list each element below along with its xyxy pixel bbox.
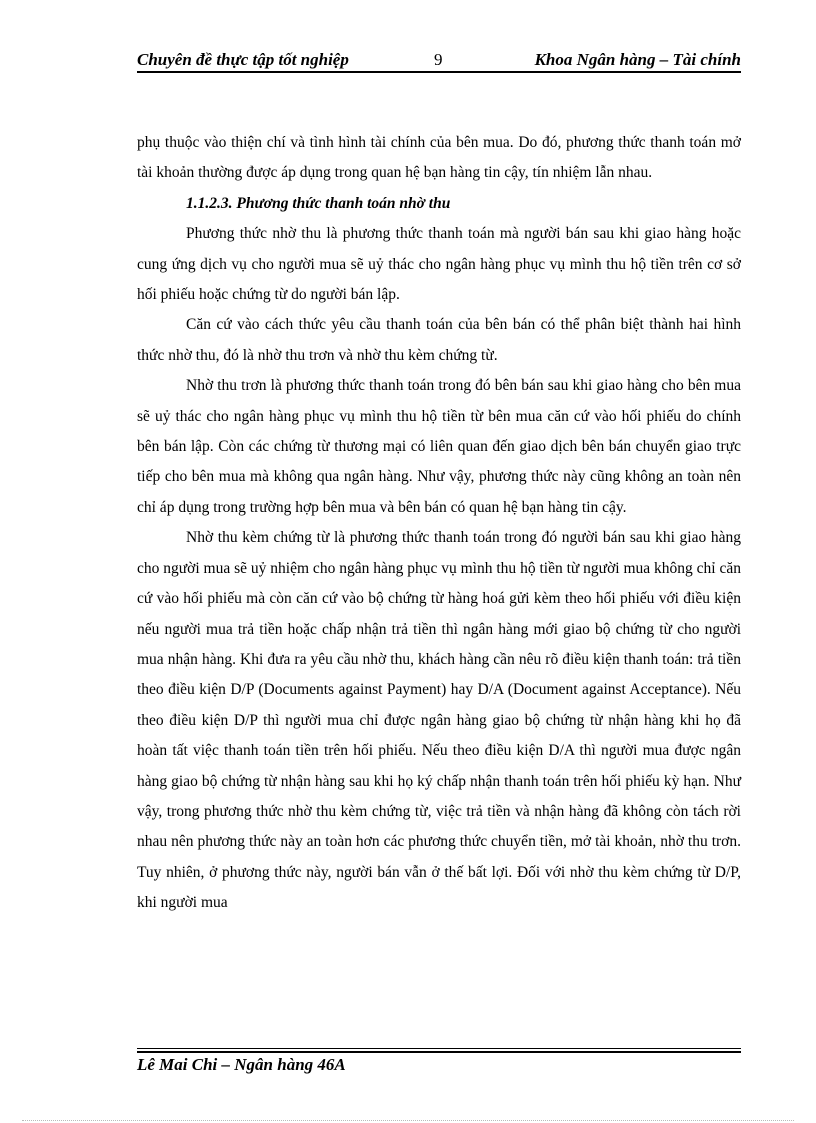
section-heading: 1.1.2.3. Phương thức thanh toán nhờ thu <box>186 194 451 212</box>
paragraph: Nhờ thu trơn là phương thức thanh toán trong đó bên bán sau khi giao hàng cho bên mua sẽ uỷ thác cho ngân hàng phục vụ mình thu hộ tiền từ bên mua căn cứ vào hối phiếu do chính bên bán lập. Còn các chứng từ thương mại có liên quan đến giao dịch bên bán chuyển giao trực tiếp cho bên mua mà không qua ngân hàng. Như vậy, phương thức này cũng không an toàn nên chỉ áp dụng trong trường hợp bên mua và bên bán có quan hệ bạn hàng tin cậy. <box>137 377 741 516</box>
page-header <box>137 46 741 74</box>
paragraph: Căn cứ vào cách thức yêu cầu thanh toán của bên bán có thể phân biệt thành hai hình thức nhờ thu, đó là nhờ thu trơn và nhờ thu kèm chứng từ. <box>137 316 741 364</box>
header-department: Khoa Ngân hàng – Tài chính <box>534 50 741 69</box>
page-number: 9 <box>434 50 443 69</box>
footer-divider-thin <box>137 1048 741 1049</box>
paragraph: Phương thức nhờ thu là phương thức thanh toán mà người bán sau khi giao hàng hoặc cung ứng dịch vụ cho người mua sẽ uỷ thác cho ngân hàng phục vụ mình thu hộ tiền trên cơ sở hối phiếu hoặc chứng từ do người bán lập. <box>137 225 741 304</box>
paragraph: Nhờ thu kèm chứng từ là phương thức thanh toán trong đó người bán sau khi giao hàng cho người mua sẽ uỷ nhiệm cho ngân hàng phục vụ mình thu hộ tiền từ người mua không chỉ căn cứ vào hối phiếu mà còn căn cứ vào bộ chứng từ hàng hoá gửi kèm theo hối phiếu với điều kiện nếu người mua trả tiền hoặc chấp nhận trả tiền thì ngân hàng mới giao bộ chứng từ cho người mua nhận hàng. Khi đưa ra yêu cầu nhờ thu, khách hàng cần nêu rõ điều kiện thanh toán: trả tiền theo điều kiện D/P (Documents against Payment) hay D/A (Document against Acceptance). Nếu theo điều kiện D/P thì người mua chỉ được ngân hàng giao bộ chứng từ nhận hàng khi họ đã hoàn tất việc thanh toán tiền trên hối phiếu. Nếu theo điều kiện D/A thì người mua được ngân hàng giao bộ chứng từ nhận hàng sau khi họ ký chấp nhận thanh toán trên hối phiếu kỳ hạn. Như vậy, trong phương thức nhờ thu kèm chứng từ, việc trả tiền và nhận hàng đã không còn tách rời nhau nên phương thức này an toàn hơn các phương thức chuyển tiền, mở tài khoản, nhờ thu trơn. Tuy nhiên, ở phương thức này, người bán vẫn ở thế bất lợi. Đối với nhờ thu kèm chứng từ D/P, khi người mua <box>137 529 741 912</box>
paragraph-continued: phụ thuộc vào thiện chí và tình hình tài chính của bên mua. Do đó, phương thức thanh toán mở tài khoản thường được áp dụng trong quan hệ bạn hàng tin cậy, tín nhiệm lẫn nhau. <box>137 134 741 182</box>
page-edge-dotted-line <box>22 1120 794 1121</box>
document-body <box>137 128 741 919</box>
header-title: Chuyên đề thực tập tốt nghiệp <box>137 50 349 69</box>
header-divider <box>137 71 741 73</box>
page-footer: Lê Mai Chi – Ngân hàng 46A <box>137 1055 346 1074</box>
footer-divider-thick <box>137 1051 741 1053</box>
